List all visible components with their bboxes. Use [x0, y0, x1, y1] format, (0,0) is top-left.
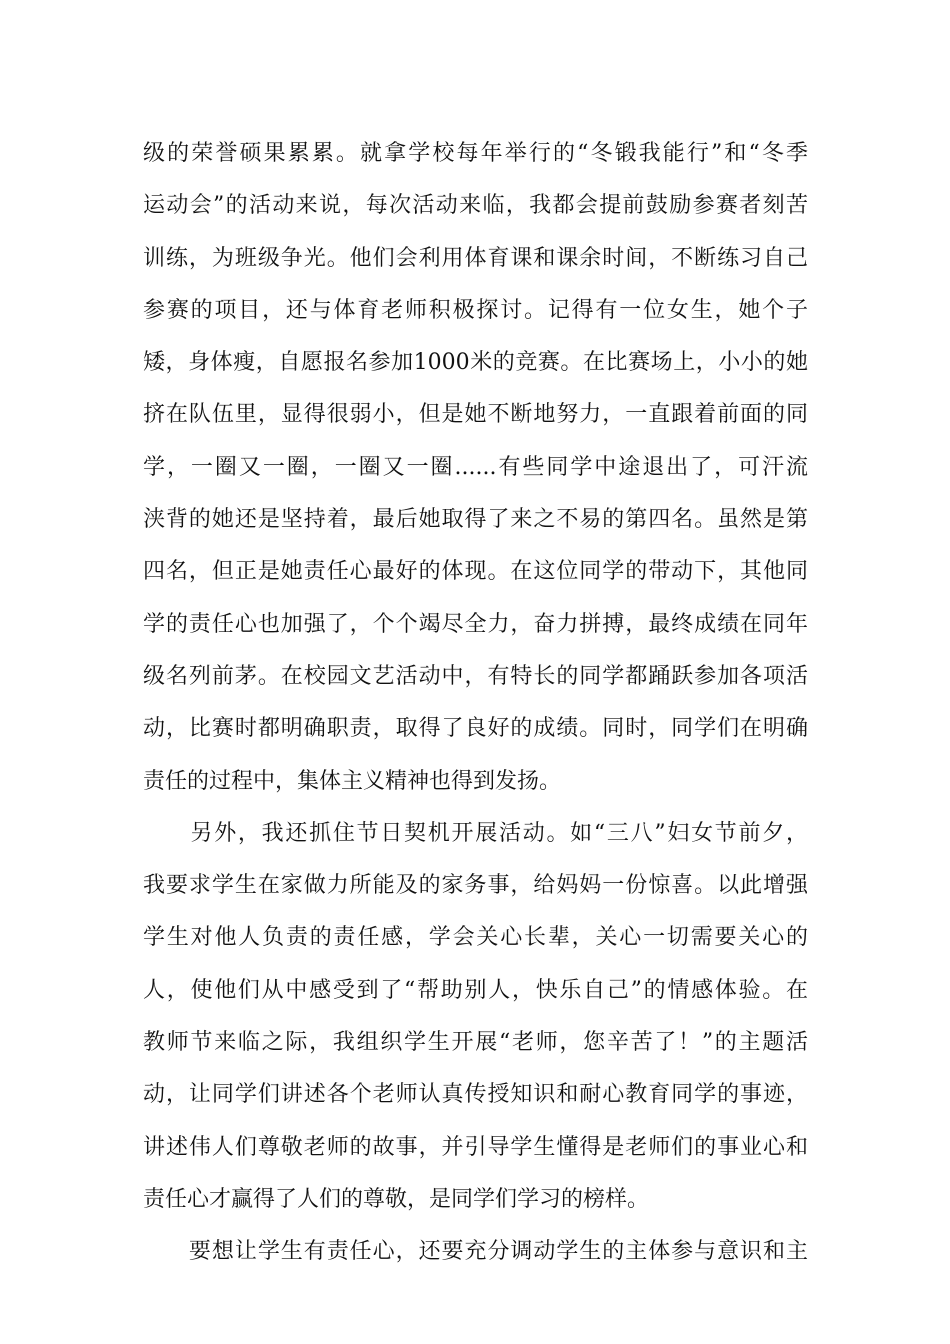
paragraph-end-line: 责任的过程中，集体主义精神也得到发扬。: [143, 768, 562, 794]
text-line: 挤在队伍里，显得很弱小，但是她不断地努力，一直跟着前面的同: [143, 402, 808, 428]
text-line: 级的荣誉硕果累累。就拿学校每年举行的“冬锻我能行”和“冬季: [143, 141, 808, 166]
text-line: 参赛的项目，还与体育老师积极探讨。记得有一位女生，她个子: [143, 297, 808, 323]
text-line: 讲述伟人们尊敬老师的故事，并引导学生懂得是老师们的事业心和: [143, 1134, 808, 1160]
paragraph-end-line: 责任心才赢得了人们的尊敬，是同学们学习的榜样。: [143, 1186, 650, 1212]
body-text: [143, 128, 808, 1279]
text-line: 教师节来临之际，我组织学生开展“老师，您辛苦了！”的主题活: [143, 1030, 808, 1056]
text-line: 浃背的她还是坚持着，最后她取得了来之不易的第四名。虽然是第: [143, 507, 808, 533]
text-line: 四名，但正是她责任心最好的体现。在这位同学的带动下，其他同: [143, 559, 808, 585]
text-line: 动，比赛时都明确职责，取得了良好的成绩。同时，同学们在明确: [143, 716, 808, 742]
text-line: 训练，为班级争光。他们会利用体育课和课余时间，不断练习自己: [143, 245, 808, 271]
paragraph-start-line: 另外，我还抓住节日契机开展活动。如“三八”妇女节前夕，: [143, 820, 808, 846]
paragraph-start-line: 要想让学生有责任心，还要充分调动学生的主体参与意识和主: [143, 1239, 808, 1265]
text-line: 学生对他人负责的责任感，学会关心长辈，关心一切需要关心的: [143, 925, 808, 951]
text-line: 我要求学生在家做力所能及的家务事，给妈妈一份惊喜。以此增强: [143, 873, 808, 899]
text-line: 动，让同学们讲述各个老师认真传授知识和耐心教育同学的事迹，: [143, 1082, 808, 1108]
text-line: 人，使他们从中感受到了“帮助别人，快乐自己”的情感体验。在: [143, 977, 808, 1003]
text-line: 矮，身体瘦，自愿报名参加1000米的竞赛。在比赛场上，小小的她: [143, 350, 808, 376]
text-line: 学，一圈又一圈，一圈又一圈......有些同学中途退出了，可汗流: [143, 454, 808, 480]
text-line: 级名列前茅。在校园文艺活动中，有特长的同学都踊跃参加各项活: [143, 663, 808, 689]
text-line: 运动会”的活动来说，每次活动来临，我都会提前鼓励参赛者刻苦: [143, 193, 808, 219]
text-line: 学的责任心也加强了，个个竭尽全力，奋力拼搏，最终成绩在同年: [143, 611, 808, 637]
